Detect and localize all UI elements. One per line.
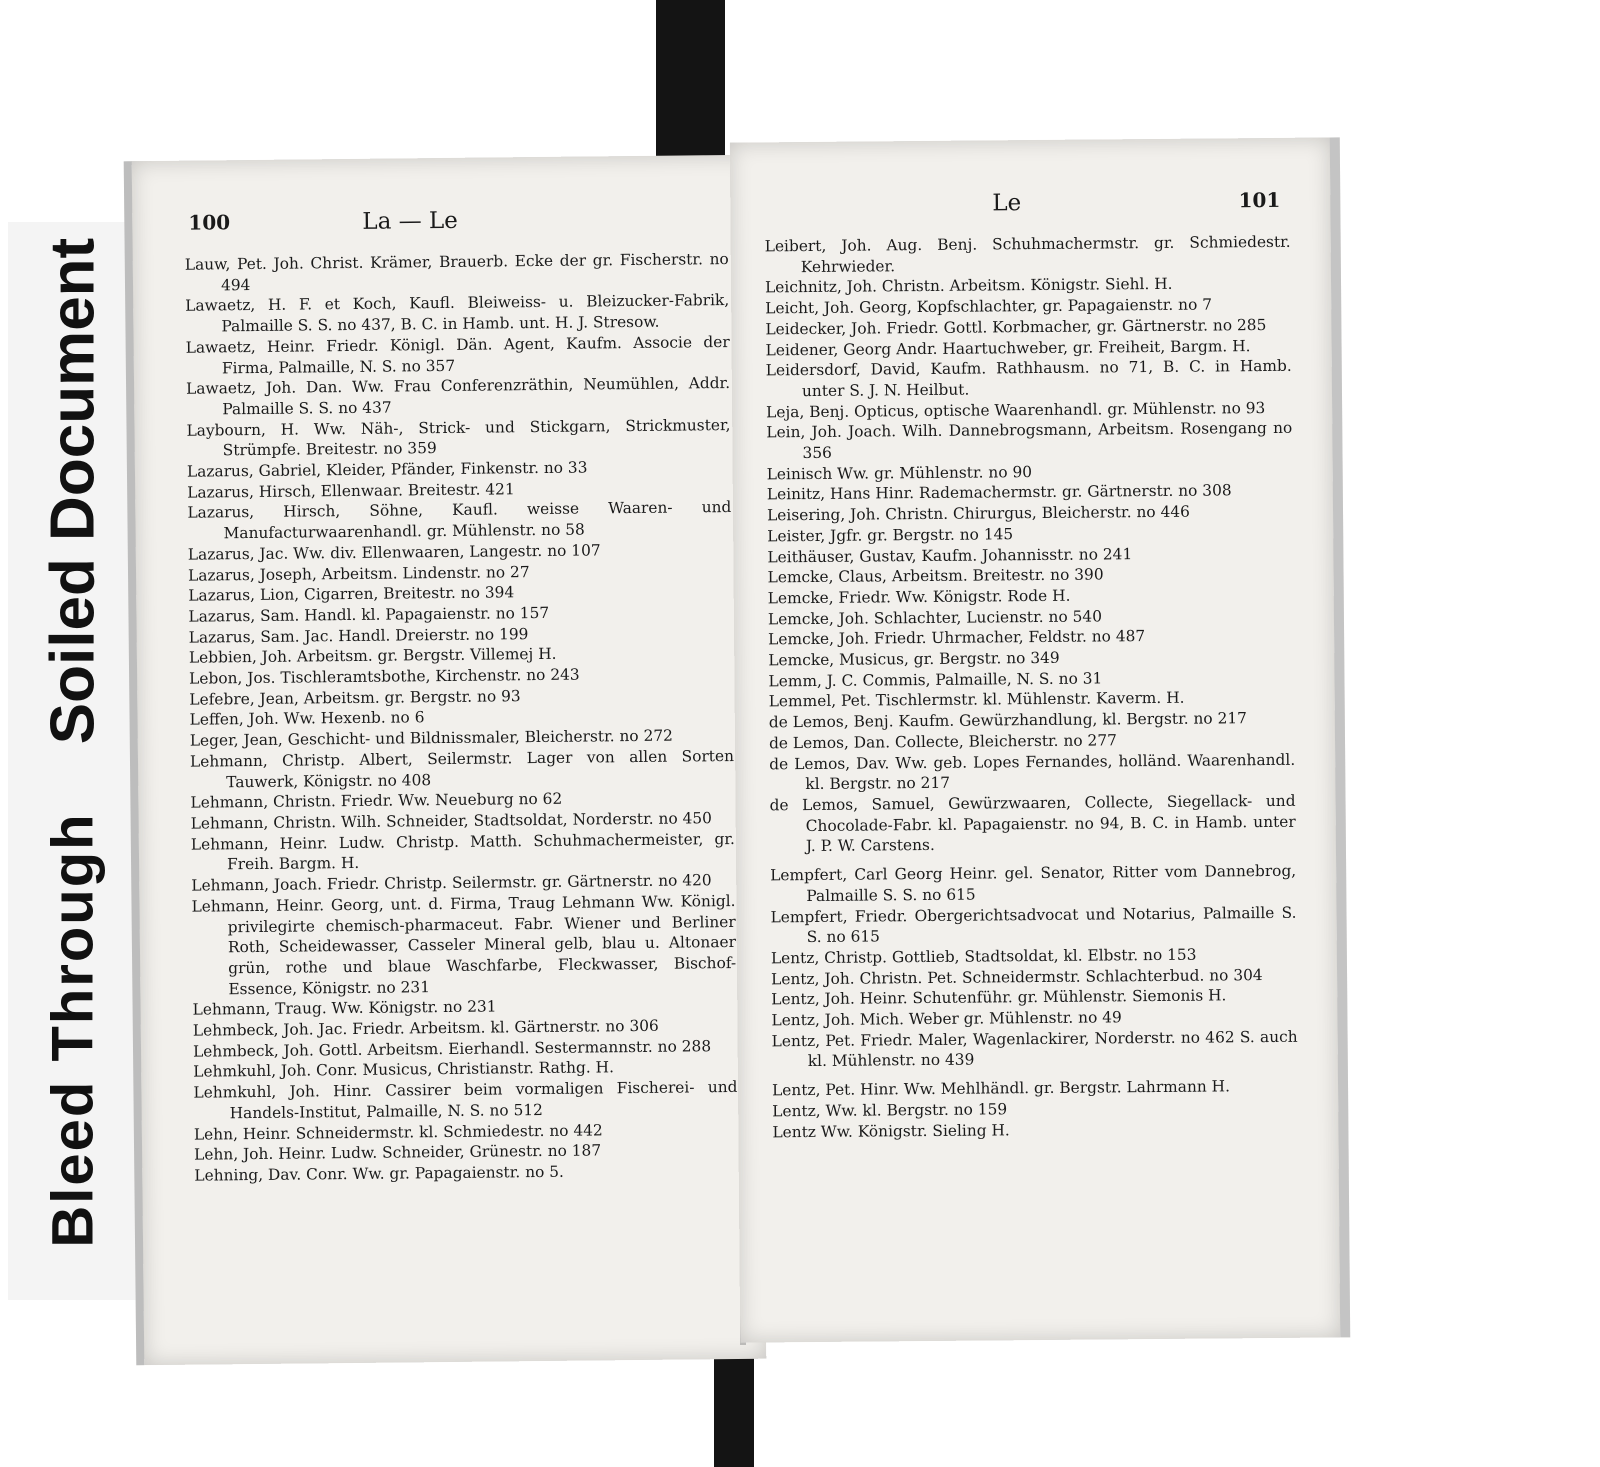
- directory-entry: Lemmel, Pet. Tischlermstr. kl. Mühlenstr. Kaverm. H.: [768, 689, 1185, 711]
- soiled-document-label: [8, 222, 139, 760]
- directory-entry: Lefebre, Jean, Arbeitsm. gr. Bergstr. no 93: [189, 686, 521, 709]
- directory-entry: Lentz, Pet. Hinr. Ww. Mehlhändl. gr. Bergstr. Lahrmann H.: [771, 1077, 1231, 1100]
- directory-entry: Lawaetz, Heinr. Friedr. Königl. Dän. Agent, Kaufm. Associe der Firma, Palmaille, N. S. no 357: [185, 332, 730, 377]
- directory-entry: Lehn, Heinr. Schneidermstr. kl. Schmiedestr. no 442: [193, 1120, 603, 1144]
- directory-entry: Lempfert, Carl Georg Heinr. gel. Senator, Ritter vom Dannebrog, Palmaille S. S. no 615: [770, 861, 1297, 905]
- directory-entry: Leibert, Joh. Aug. Benj. Schuhmachermstr. gr. Schmiedestr. Kehrwieder.: [764, 232, 1291, 276]
- left-page-header: [132, 205, 754, 252]
- directory-entry: Leffen, Joh. Ww. Hexenb. no 6: [189, 708, 425, 730]
- bleed-through-label: [8, 760, 139, 1300]
- directory-entry: Lehning, Dav. Conr. Ww. gr. Papagaienstr. no 5.: [194, 1162, 564, 1185]
- directory-entry: Leithäuser, Gustav, Kaufm. Johannisstr. no 241: [767, 544, 1133, 566]
- left-directory-entries: [185, 249, 739, 1186]
- directory-entry: Lazarus, Sam. Jac. Handl. Dreierstr. no 199: [188, 624, 529, 647]
- directory-entry: Lehn, Joh. Heinr. Ludw. Schneider, Grünestr. no 187: [194, 1141, 602, 1164]
- directory-entry: Lazarus, Sam. Handl. kl. Papagaienstr. no 157: [188, 603, 550, 626]
- directory-entry: Lazarus, Joseph, Arbeitsm. Lindenstr. no 27: [187, 562, 530, 585]
- directory-entry: Lehmkuhl, Joh. Hinr. Cassirer beim vormaligen Fischerei- und Handels-Institut, Palmaille, N. S. no 512: [193, 1078, 738, 1123]
- directory-entry: Lehmbeck, Joh. Jac. Friedr. Arbeitsm. kl. Gärtnerstr. no 306: [192, 1016, 659, 1040]
- directory-entry: Lehmann, Christp. Albert, Seilermstr. Lager von allen Sorten Tauwerk, Königstr. no 408: [189, 746, 735, 791]
- right-page-header: [730, 187, 1330, 232]
- binding-strip-top: [656, 0, 725, 160]
- directory-entry: de Lemos, Samuel, Gewürzwaaren, Collecte, Siegellack- und Chocolade-Fabr. kl. Papagaienstr. no 94, B. C. in Hamb. unter J. P. W. Carstens.: [769, 791, 1296, 856]
- directory-entry: de Lemos, Dav. Ww. geb. Lopes Fernandes, holländ. Waarenhandl. kl. Bergstr. no 217: [769, 750, 1296, 794]
- directory-entry: Lemm, J. C. Commis, Palmaille, N. S. no 31: [768, 669, 1103, 691]
- directory-entry: de Lemos, Benj. Kaufm. Gewürzhandlung, kl. Bergstr. no 217: [768, 709, 1248, 732]
- directory-entry: Lemcke, Joh. Friedr. Uhrmacher, Feldstr. no 487: [768, 627, 1146, 649]
- directory-entry: Lazarus, Gabriel, Kleider, Pfänder, Finkenstr. no 33: [186, 458, 588, 481]
- directory-entry: Leicht, Joh. Georg, Kopfschlachter, gr. Papagaienstr. no 7: [765, 295, 1213, 318]
- directory-entry: Lein, Joh. Joach. Wilh. Dannebrogsmann, Arbeitsm. Rosengang no 356: [766, 419, 1293, 463]
- directory-entry: Leidecker, Joh. Friedr. Gottl. Korbmacher, gr. Gärtnerstr. no 285: [765, 315, 1267, 339]
- directory-entry: Lawaetz, H. F. et Koch, Kaufl. Bleiweiss- u. Bleizucker-Fabrik, Palmaille S. S. no 437, B. C. in Hamb. unt. H. J. Stresow.: [185, 291, 730, 336]
- right-page: [730, 137, 1350, 1342]
- directory-entry: Lazarus, Jac. Ww. div. Ellenwaaren, Langestr. no 107: [187, 541, 601, 564]
- directory-entry: Lazarus, Hirsch, Söhne, Kaufl. weisse Waaren- und Manufacturwaarenhandl. gr. Mühlenstr. no 58: [187, 498, 732, 543]
- directory-entry: Laybourn, H. Ww. Näh-, Strick- und Stickgarn, Strickmuster, Strümpfe. Breitestr. no 359: [186, 415, 731, 460]
- right-page-number: 101: [1238, 187, 1281, 213]
- directory-entry: Lentz, Christp. Gottlieb, Stadtsoldat, kl. Elbstr. no 153: [770, 945, 1197, 968]
- directory-entry: Lehmann, Christn. Wilh. Schneider, Stadtsoldat, Norderstr. no 450: [190, 809, 713, 833]
- directory-entry: Leisering, Joh. Christn. Chirurgus, Bleicherstr. no 446: [766, 502, 1190, 525]
- directory-entry: Lazarus, Lion, Cigarren, Breitestr. no 394: [188, 583, 515, 605]
- directory-entry: Lebbien, Joh. Arbeitsm. gr. Bergstr. Villemej H.: [188, 645, 557, 668]
- directory-entry: Lawaetz, Joh. Dan. Ww. Frau Conferenzräthin, Neumühlen, Addr. Palmaille S. S. no 437: [186, 374, 731, 419]
- directory-entry: de Lemos, Dan. Collecte, Bleicherstr. no 277: [768, 731, 1117, 753]
- right-page-running-head: Le: [992, 190, 1022, 217]
- directory-entry: Lemcke, Joh. Schlachter, Lucienstr. no 540: [767, 607, 1103, 629]
- directory-entry: Lemcke, Claus, Arbeitsm. Breitestr. no 390: [767, 565, 1104, 587]
- left-page-running-head: La — Le: [362, 207, 458, 235]
- directory-entry: Lehmbeck, Joh. Gottl. Arbeitsm. Eierhandl. Sestermannstr. no 288: [192, 1036, 712, 1061]
- directory-entry: Lazarus, Hirsch, Ellenwaar. Breitestr. 421: [187, 479, 515, 502]
- directory-entry: Lentz, Pet. Friedr. Maler, Wagenlackirer, Norderstr. no 462 S. auch kl. Mühlenstr. no 439: [771, 1027, 1298, 1071]
- directory-entry: Lentz, Joh. Christn. Pet. Schneidermstr. Schlachterbud. no 304: [770, 965, 1263, 988]
- directory-entry: Lauw, Pet. Joh. Christ. Krämer, Brauerb. Ecke der gr. Fischerstr. no 494: [184, 250, 729, 295]
- directory-entry: Lebon, Jos. Tischleramtsbothe, Kirchenstr. no 243: [189, 665, 580, 688]
- directory-entry: Leister, Jgfr. gr. Bergstr. no 145: [767, 525, 1014, 546]
- directory-entry: Lehmann, Heinr. Ludw. Christp. Matth. Schuhmachermeister, gr. Freih. Bargm. H.: [190, 829, 735, 874]
- directory-entry: Leichnitz, Joh. Christn. Arbeitsm. Königstr. Siehl. H.: [764, 275, 1173, 297]
- soiled-document-text: Soiled Document: [38, 237, 108, 745]
- directory-entry: Lehmann, Joach. Friedr. Christp. Seilermstr. gr. Gärtnerstr. no 420: [191, 871, 712, 895]
- directory-entry: Lehmann, Heinr. Georg, unt. d. Firma, Traug Lehmann Ww. Königl. privilegirte chemisch-pharmaceut. Fabr. Wiener und Berliner Roth, Scheidewasser, Casseler Mineral gelb, blau u. Altonaer grün, rothe und blaue Waschfarbe, Fleckwasser, Bischof-Essence, Königstr. no 231: [191, 891, 737, 998]
- directory-entry: Lemcke, Musicus, gr. Bergstr. no 349: [768, 648, 1060, 670]
- left-page-number: 100: [188, 210, 231, 235]
- directory-entry: Lempfert, Friedr. Obergerichtsadvocat und Notarius, Palmaille S. S. no 615: [770, 903, 1297, 947]
- right-directory-entries: [765, 232, 1299, 1143]
- directory-entry: Lentz, Joh. Heinr. Schutenführ. gr. Mühlenstr. Siemonis H.: [771, 986, 1227, 1009]
- directory-entry: Lehmann, Traug. Ww. Königstr. no 231: [192, 997, 497, 1019]
- directory-entry: Leinisch Ww. gr. Mühlenstr. no 90: [766, 462, 1033, 484]
- directory-entry: Leja, Benj. Opticus, optische Waarenhandl. gr. Mühlenstr. no 93: [766, 398, 1266, 422]
- directory-entry: Lemcke, Friedr. Ww. Königstr. Rode H.: [767, 586, 1071, 608]
- directory-entry: Leidersdorf, David, Kaufm. Rathhausm. no 71, B. C. in Hamb. unter S. J. N. Heilbut.: [765, 357, 1292, 400]
- directory-entry: Leidener, Georg Andr. Haartuchweber, gr. Freiheit, Bargm. H.: [765, 336, 1251, 359]
- directory-entry: Lehmann, Christn. Friedr. Ww. Neueburg no 62: [190, 790, 563, 812]
- directory-entry: Lentz, Ww. kl. Bergstr. no 159: [772, 1100, 1008, 1121]
- bleed-through-text: Bleed Through: [40, 812, 106, 1248]
- directory-entry: Leger, Jean, Geschicht- und Bildnissmaler, Bleicherstr. no 272: [189, 726, 674, 750]
- left-page: [124, 155, 767, 1366]
- directory-entry: Lehmkuhl, Joh. Conr. Musicus, Christianstr. Rathg. H.: [193, 1058, 615, 1082]
- directory-entry: Lentz, Joh. Mich. Weber gr. Mühlenstr. no 49: [771, 1008, 1122, 1030]
- directory-entry: Leinitz, Hans Hinr. Rademachermstr. gr. Gärtnerstr. no 308: [766, 481, 1232, 504]
- directory-entry: Lentz Ww. Königstr. Sieling H.: [772, 1120, 1010, 1141]
